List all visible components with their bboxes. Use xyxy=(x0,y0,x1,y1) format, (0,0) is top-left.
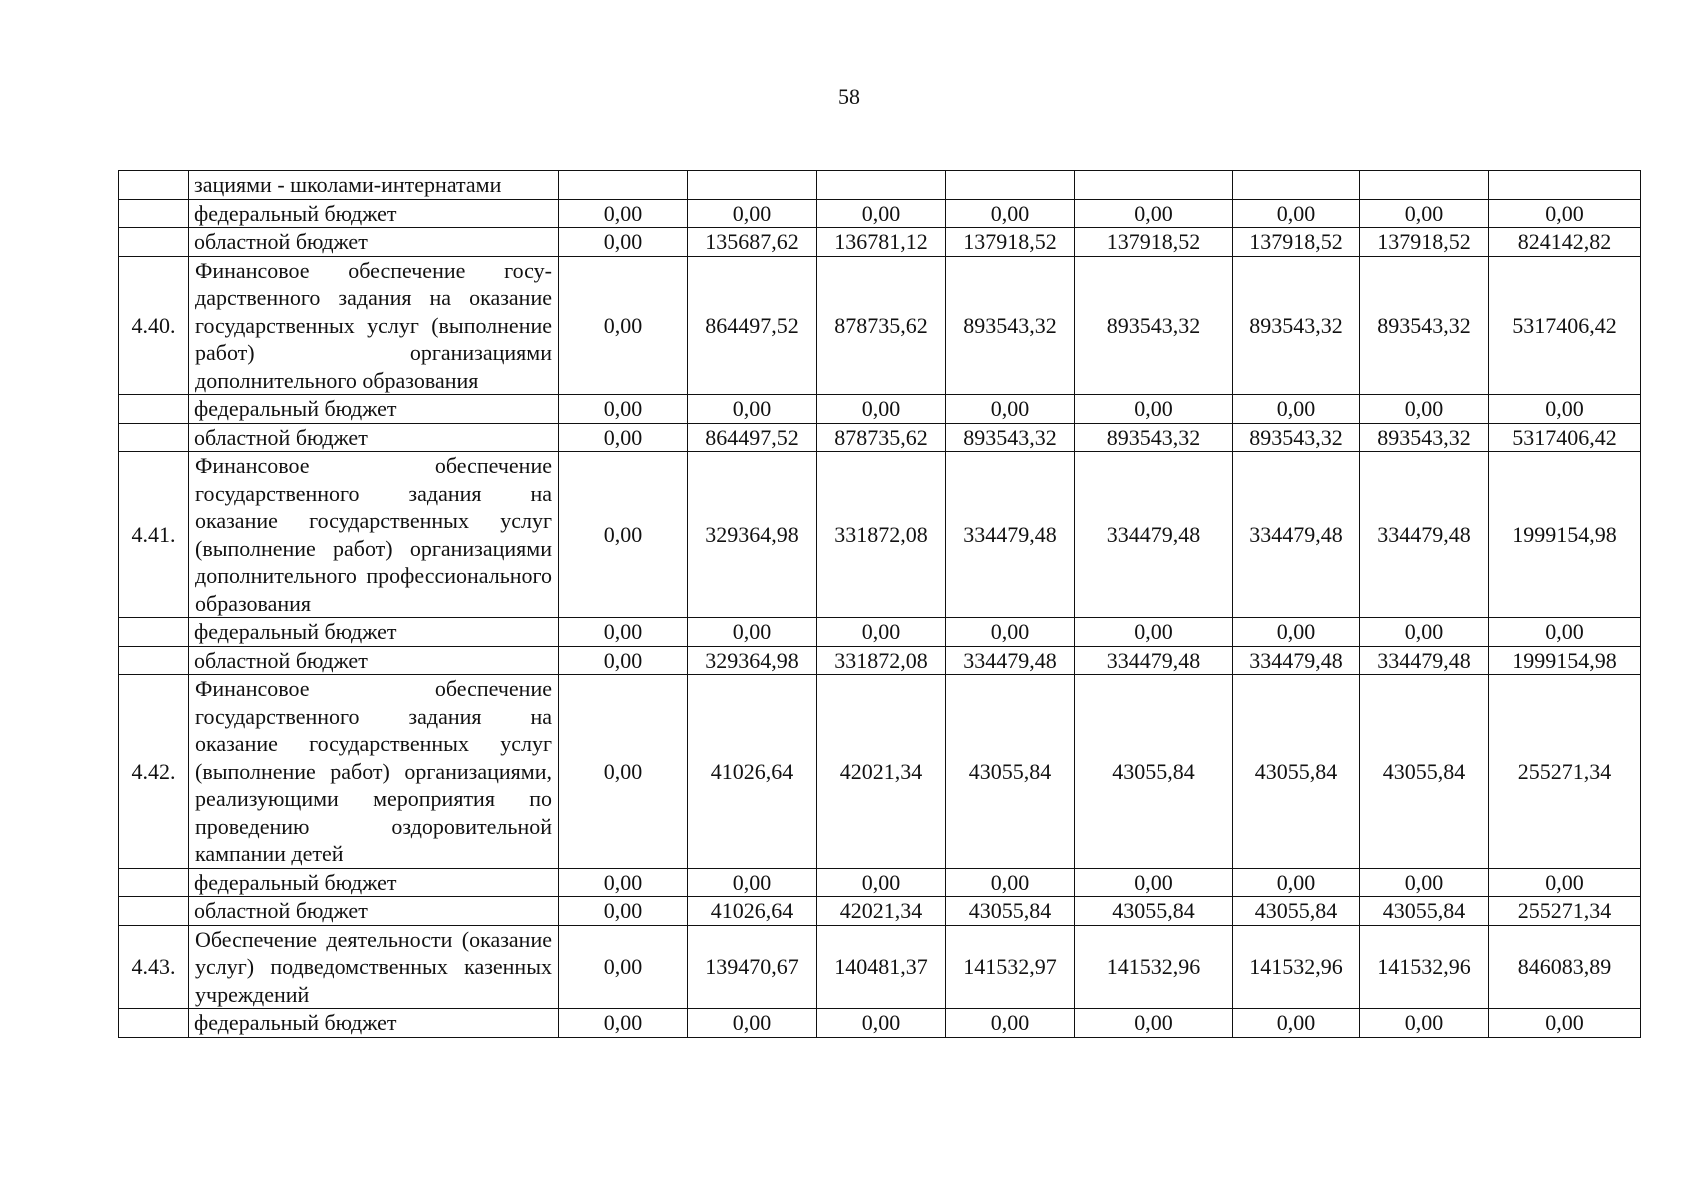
value-cell: 0,00 xyxy=(1360,868,1489,897)
item-description-cell: Обеспечение деятельности (оказание услуг) подведомственных казенных учреждений xyxy=(189,925,559,1009)
table-row xyxy=(119,618,1641,647)
value-cell: 0,00 xyxy=(1075,1009,1233,1038)
item-code-cell xyxy=(119,897,189,926)
value-cell: 0,00 xyxy=(559,646,688,675)
value-cell: 0,00 xyxy=(688,868,817,897)
value-cell: 864497,52 xyxy=(688,256,817,395)
value-cell: 893543,32 xyxy=(1075,423,1233,452)
value-cell: 0,00 xyxy=(1233,868,1360,897)
value-cell: 0,00 xyxy=(1233,618,1360,647)
value-cell: 136781,12 xyxy=(817,228,946,257)
value-cell: 0,00 xyxy=(1075,395,1233,424)
item-description-cell: Финансовое обеспечение государственного задания на оказание государственных услуг (выполнение работ) организациями дополнительного профессионального образования xyxy=(189,452,559,618)
total-value-cell: 255271,34 xyxy=(1489,897,1641,926)
budget-source-cell: федеральный бюджет xyxy=(189,1009,559,1038)
budget-source-cell: федеральный бюджет xyxy=(189,868,559,897)
budget-source-cell: зациями - школами-интернатами xyxy=(189,171,559,200)
value-cell: 141532,96 xyxy=(1360,925,1489,1009)
value-cell: 0,00 xyxy=(559,199,688,228)
item-code-cell xyxy=(119,646,189,675)
total-value-cell: 1999154,98 xyxy=(1489,646,1641,675)
table-row xyxy=(119,1009,1641,1038)
value-cell: 878735,62 xyxy=(817,256,946,395)
value-cell: 0,00 xyxy=(1075,868,1233,897)
item-code-cell: 4.41. xyxy=(119,452,189,618)
value-cell: 893543,32 xyxy=(1233,423,1360,452)
value-cell: 0,00 xyxy=(946,618,1075,647)
budget-source-cell: федеральный бюджет xyxy=(189,395,559,424)
value-cell: 0,00 xyxy=(559,618,688,647)
value-cell: 0,00 xyxy=(688,618,817,647)
table-row xyxy=(119,171,1641,200)
table-row xyxy=(119,395,1641,424)
value-cell: 893543,32 xyxy=(946,256,1075,395)
value-cell: 329364,98 xyxy=(688,646,817,675)
item-code-cell xyxy=(119,1009,189,1038)
item-code-cell: 4.40. xyxy=(119,256,189,395)
total-value-cell xyxy=(1489,171,1641,200)
value-cell: 139470,67 xyxy=(688,925,817,1009)
value-cell: 331872,08 xyxy=(817,646,946,675)
item-code-cell xyxy=(119,171,189,200)
value-cell: 0,00 xyxy=(559,1009,688,1038)
value-cell xyxy=(1075,171,1233,200)
value-cell: 0,00 xyxy=(1075,618,1233,647)
value-cell: 334479,48 xyxy=(1075,646,1233,675)
value-cell: 893543,32 xyxy=(1360,256,1489,395)
item-code-cell: 4.42. xyxy=(119,675,189,869)
value-cell: 0,00 xyxy=(1233,199,1360,228)
total-value-cell: 255271,34 xyxy=(1489,675,1641,869)
total-value-cell: 1999154,98 xyxy=(1489,452,1641,618)
value-cell: 0,00 xyxy=(559,423,688,452)
item-row xyxy=(119,925,1641,1009)
value-cell: 334479,48 xyxy=(946,646,1075,675)
value-cell: 43055,84 xyxy=(1360,675,1489,869)
value-cell: 334479,48 xyxy=(1075,452,1233,618)
value-cell: 893543,32 xyxy=(1075,256,1233,395)
value-cell: 329364,98 xyxy=(688,452,817,618)
value-cell: 41026,64 xyxy=(688,897,817,926)
item-row xyxy=(119,452,1641,618)
value-cell: 137918,52 xyxy=(1360,228,1489,257)
value-cell: 42021,34 xyxy=(817,897,946,926)
value-cell: 0,00 xyxy=(817,1009,946,1038)
value-cell: 141532,96 xyxy=(1233,925,1360,1009)
budget-source-cell: областной бюджет xyxy=(189,646,559,675)
value-cell: 0,00 xyxy=(559,256,688,395)
value-cell: 0,00 xyxy=(559,228,688,257)
value-cell: 0,00 xyxy=(1360,199,1489,228)
table-body xyxy=(119,171,1641,1038)
item-code-cell xyxy=(119,618,189,647)
total-value-cell: 5317406,42 xyxy=(1489,256,1641,395)
item-description-cell: Финансовое обеспечение государственного задания на оказание государственных услуг (выполнение работ) организациями дополнительного образования xyxy=(189,256,559,395)
value-cell: 893543,32 xyxy=(1233,256,1360,395)
value-cell: 878735,62 xyxy=(817,423,946,452)
total-value-cell: 824142,82 xyxy=(1489,228,1641,257)
value-cell: 0,00 xyxy=(559,395,688,424)
budget-table xyxy=(118,170,1641,1038)
item-code-cell xyxy=(119,868,189,897)
value-cell: 0,00 xyxy=(817,618,946,647)
value-cell: 334479,48 xyxy=(1360,452,1489,618)
budget-source-cell: областной бюджет xyxy=(189,423,559,452)
value-cell: 0,00 xyxy=(559,452,688,618)
value-cell: 0,00 xyxy=(817,199,946,228)
budget-source-cell: федеральный бюджет xyxy=(189,618,559,647)
value-cell: 43055,84 xyxy=(1233,897,1360,926)
item-description-cell: Финансовое обеспечение государственного задания на оказание государственных услуг (выполнение работ) организациями, реализующими мероприятия по проведению оздоровительной кампании детей xyxy=(189,675,559,869)
table-row xyxy=(119,897,1641,926)
value-cell: 141532,96 xyxy=(1075,925,1233,1009)
value-cell: 0,00 xyxy=(559,868,688,897)
value-cell: 140481,37 xyxy=(817,925,946,1009)
value-cell: 43055,84 xyxy=(1075,897,1233,926)
value-cell: 43055,84 xyxy=(946,675,1075,869)
total-value-cell: 846083,89 xyxy=(1489,925,1641,1009)
value-cell: 334479,48 xyxy=(1233,646,1360,675)
value-cell: 864497,52 xyxy=(688,423,817,452)
value-cell: 0,00 xyxy=(1360,395,1489,424)
value-cell: 0,00 xyxy=(1360,1009,1489,1038)
table-row xyxy=(119,228,1641,257)
value-cell xyxy=(688,171,817,200)
value-cell: 0,00 xyxy=(1075,199,1233,228)
item-code-cell xyxy=(119,199,189,228)
item-code-cell: 4.43. xyxy=(119,925,189,1009)
value-cell: 0,00 xyxy=(946,395,1075,424)
value-cell: 893543,32 xyxy=(1360,423,1489,452)
value-cell xyxy=(559,171,688,200)
value-cell xyxy=(817,171,946,200)
value-cell: 0,00 xyxy=(946,868,1075,897)
item-code-cell xyxy=(119,395,189,424)
value-cell: 334479,48 xyxy=(946,452,1075,618)
value-cell: 334479,48 xyxy=(1360,646,1489,675)
value-cell: 137918,52 xyxy=(946,228,1075,257)
page-number: 58 xyxy=(838,84,860,109)
value-cell xyxy=(1360,171,1489,200)
value-cell: 0,00 xyxy=(1233,1009,1360,1038)
table-row xyxy=(119,423,1641,452)
value-cell: 43055,84 xyxy=(1360,897,1489,926)
value-cell xyxy=(946,171,1075,200)
value-cell: 0,00 xyxy=(559,897,688,926)
value-cell: 137918,52 xyxy=(1233,228,1360,257)
value-cell: 43055,84 xyxy=(1233,675,1360,869)
budget-source-cell: областной бюджет xyxy=(189,228,559,257)
value-cell: 137918,52 xyxy=(1075,228,1233,257)
item-code-cell xyxy=(119,228,189,257)
budget-source-cell: областной бюджет xyxy=(189,897,559,926)
value-cell: 43055,84 xyxy=(946,897,1075,926)
total-value-cell: 0,00 xyxy=(1489,199,1641,228)
total-value-cell: 0,00 xyxy=(1489,395,1641,424)
value-cell: 0,00 xyxy=(817,395,946,424)
budget-source-cell: федеральный бюджет xyxy=(189,199,559,228)
total-value-cell: 0,00 xyxy=(1489,1009,1641,1038)
value-cell: 0,00 xyxy=(946,1009,1075,1038)
total-value-cell: 5317406,42 xyxy=(1489,423,1641,452)
value-cell: 0,00 xyxy=(817,868,946,897)
value-cell: 0,00 xyxy=(688,1009,817,1038)
value-cell: 41026,64 xyxy=(688,675,817,869)
value-cell: 135687,62 xyxy=(688,228,817,257)
value-cell: 0,00 xyxy=(559,925,688,1009)
total-value-cell: 0,00 xyxy=(1489,868,1641,897)
total-value-cell: 0,00 xyxy=(1489,618,1641,647)
value-cell: 0,00 xyxy=(688,199,817,228)
value-cell: 331872,08 xyxy=(817,452,946,618)
value-cell: 0,00 xyxy=(559,675,688,869)
table-row xyxy=(119,646,1641,675)
item-row xyxy=(119,256,1641,395)
value-cell: 0,00 xyxy=(1233,395,1360,424)
value-cell: 334479,48 xyxy=(1233,452,1360,618)
value-cell: 0,00 xyxy=(1360,618,1489,647)
table-row xyxy=(119,199,1641,228)
value-cell: 42021,34 xyxy=(817,675,946,869)
item-row xyxy=(119,675,1641,869)
value-cell xyxy=(1233,171,1360,200)
item-code-cell xyxy=(119,423,189,452)
value-cell: 893543,32 xyxy=(946,423,1075,452)
value-cell: 0,00 xyxy=(946,199,1075,228)
table-row xyxy=(119,868,1641,897)
value-cell: 141532,97 xyxy=(946,925,1075,1009)
value-cell: 43055,84 xyxy=(1075,675,1233,869)
value-cell: 0,00 xyxy=(688,395,817,424)
